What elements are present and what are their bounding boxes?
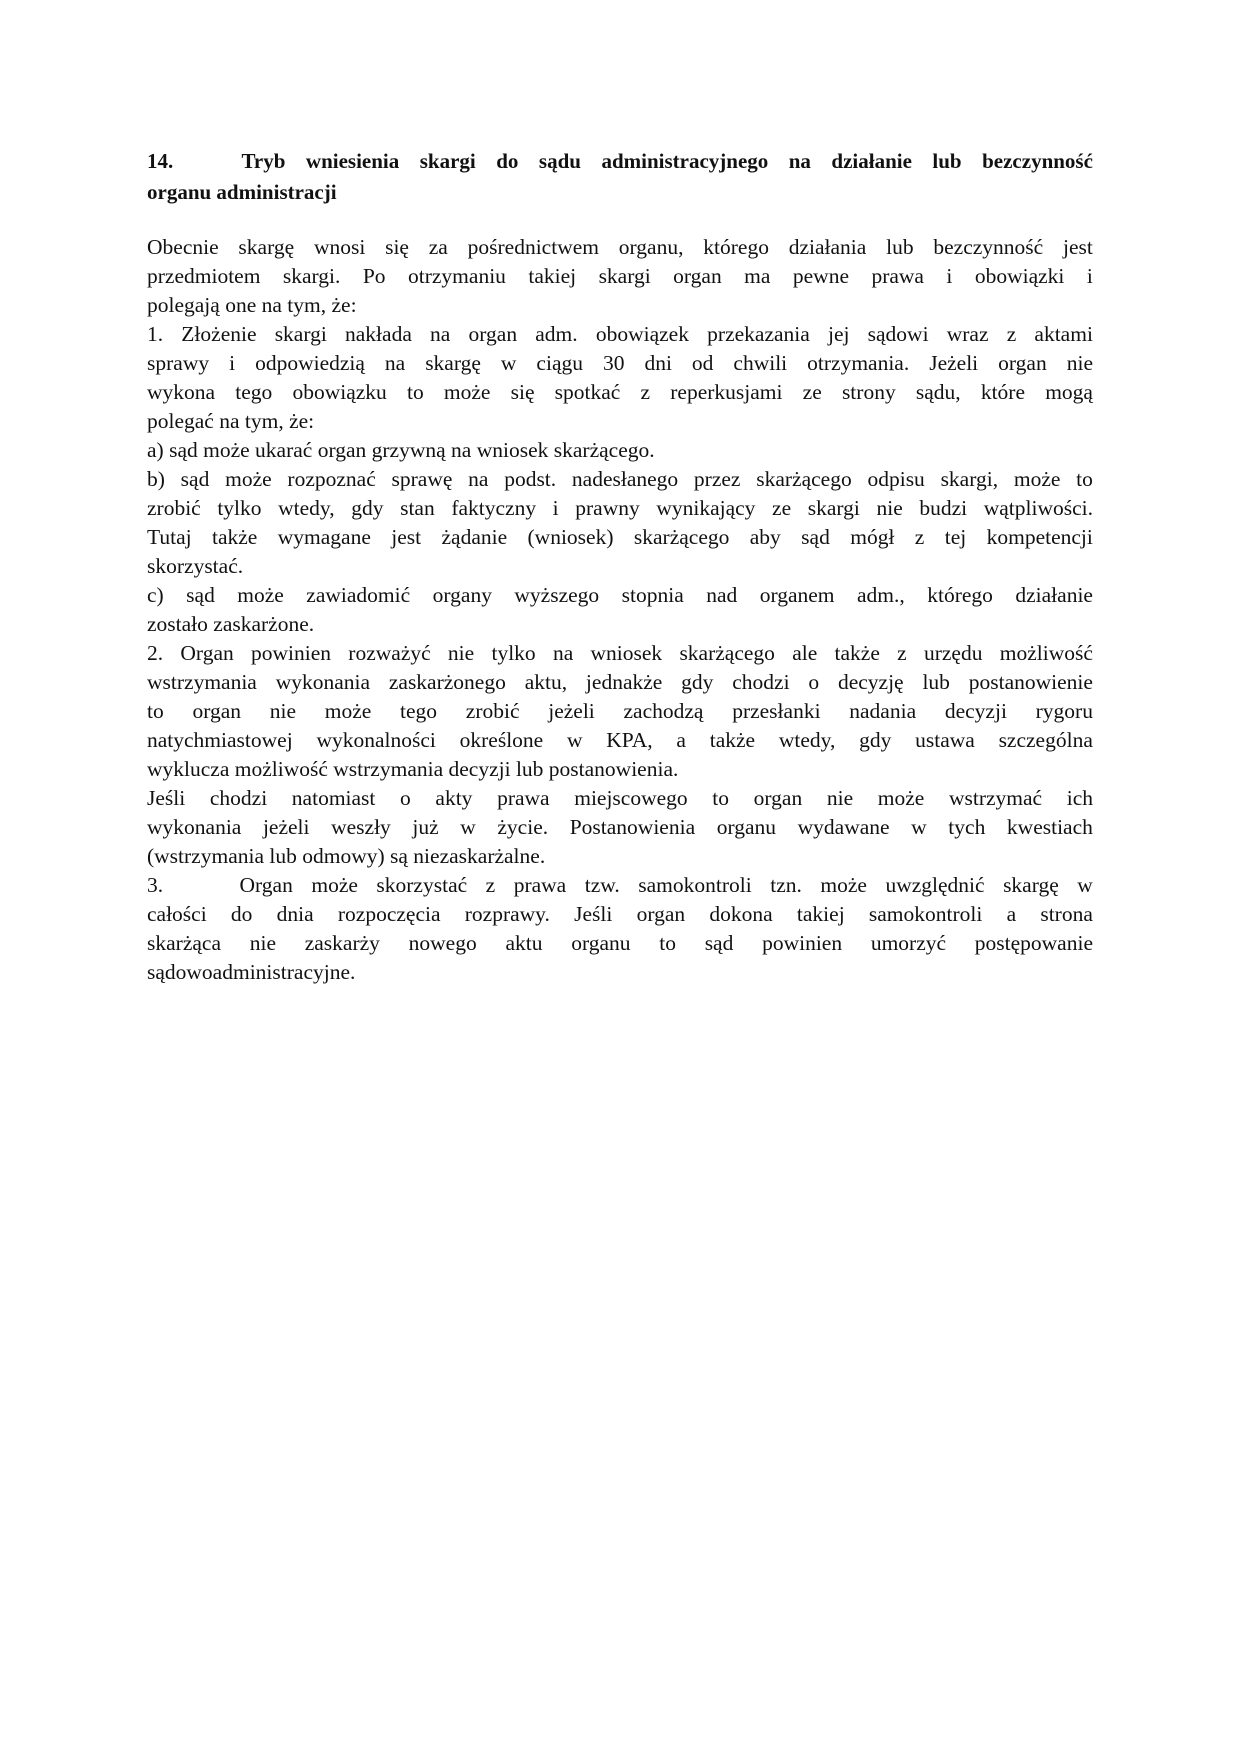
word: b) [147, 467, 165, 491]
word: się [510, 380, 535, 404]
word: kompetencji [986, 525, 1093, 549]
word: reperkusjami [670, 380, 783, 404]
word: które [980, 380, 1026, 404]
word: może [324, 699, 372, 723]
word: z [897, 641, 907, 665]
word: spotkać [554, 380, 621, 404]
word: postanowienie [968, 670, 1093, 694]
text-line: polegać na tym, że: [147, 409, 315, 433]
word: organ [192, 699, 242, 723]
word: w [460, 815, 476, 839]
word: ustawa [915, 728, 975, 752]
word: wnosi [313, 235, 366, 259]
word: skargi [274, 322, 327, 346]
word: w [566, 728, 583, 752]
word: organ [636, 902, 686, 926]
word: uwzględnić [885, 873, 985, 897]
text-line: a) sąd może ukarać organ grzywną na wniosek skarżącego. [147, 438, 655, 462]
word: rozprawy. [464, 902, 550, 926]
word: adm. [535, 322, 578, 346]
word: obowiązek [595, 322, 689, 346]
word: stan [400, 496, 435, 520]
text-line [147, 349, 1093, 378]
word: rozpoczęcia [337, 902, 441, 926]
word: prawny [575, 496, 640, 520]
word: nad [706, 583, 738, 607]
word: także [212, 525, 258, 549]
heading-word: na [788, 149, 811, 173]
word: wstrzymania [147, 670, 257, 694]
word: na [468, 467, 489, 491]
word: sąd [801, 525, 830, 549]
word: Jeśli [574, 902, 613, 926]
heading-word: skargi [419, 149, 476, 173]
heading-word: administracyjnego [601, 149, 769, 173]
text-line [147, 871, 1093, 900]
word: chodzi [732, 670, 790, 694]
word: w [911, 815, 927, 839]
word: zaskarży [304, 931, 380, 955]
word: się [385, 235, 409, 259]
word: przez [693, 467, 741, 491]
word: 2. [147, 641, 164, 665]
word: tego [400, 699, 438, 723]
word: obowiązku [292, 380, 387, 404]
word: tej [944, 525, 967, 549]
word: podst. [504, 467, 557, 491]
word: nie [876, 496, 903, 520]
word: z [914, 525, 925, 549]
word: wyższego [514, 583, 600, 607]
word: wraz [946, 322, 989, 346]
word: gdy [681, 670, 714, 694]
word: adm., [857, 583, 905, 607]
word: urzędu [923, 641, 983, 665]
text-line [147, 320, 1093, 349]
word: lub [886, 235, 914, 259]
word: Tutaj [147, 525, 192, 549]
text-line [147, 233, 1093, 262]
word: nakłada [345, 322, 412, 346]
heading-word: bezczynność [982, 149, 1093, 173]
word: od [691, 351, 714, 375]
word: powinien [762, 931, 843, 955]
word: także [709, 728, 756, 752]
word: skarżąca [147, 931, 221, 955]
text-line: zostało zaskarżone. [147, 612, 315, 636]
word: możliwość [999, 641, 1093, 665]
word: Organ [180, 641, 234, 665]
word: mogą [1045, 380, 1093, 404]
word: akty [435, 786, 473, 810]
word: na [552, 641, 574, 665]
word: już [412, 815, 439, 839]
word: jednakże [585, 670, 663, 694]
word: odpisu [867, 467, 925, 491]
word: skargę [238, 235, 295, 259]
word: dokona [709, 902, 773, 926]
word: miejscowego [574, 786, 688, 810]
word: natychmiastowej [147, 728, 293, 752]
word: Jeżeli [929, 351, 979, 375]
word: skargę [1003, 873, 1059, 897]
word: nie [447, 641, 475, 665]
word: nie [1066, 351, 1093, 375]
word: z [640, 380, 651, 404]
word: 30 [602, 351, 625, 375]
word: sądu, [915, 380, 961, 404]
word: a [1006, 902, 1017, 926]
word: skargi [807, 496, 860, 520]
word: samokontroli [638, 873, 752, 897]
word: jej [827, 322, 850, 346]
word: przekazania [707, 322, 810, 346]
word: sąd [186, 583, 215, 607]
word: rozważyć [348, 641, 431, 665]
word: umorzyć [870, 931, 947, 955]
word: samokontroli [868, 902, 983, 926]
word: działanie [1015, 583, 1093, 607]
word: otrzymaniu [408, 264, 506, 288]
text-line [147, 523, 1093, 552]
word: prawa [871, 264, 924, 288]
body-text [147, 233, 1093, 987]
word: o [808, 670, 820, 694]
word: natomiast [291, 786, 376, 810]
word: szczególna [998, 728, 1093, 752]
heading-word: Tryb [241, 149, 286, 173]
word: może [311, 873, 358, 897]
word: do [230, 902, 253, 926]
word: Postanowienia [569, 815, 696, 839]
text-line [147, 697, 1093, 726]
word: lub [922, 670, 950, 694]
word: wykona [147, 380, 216, 404]
word: którego [927, 583, 993, 607]
word: także [834, 641, 880, 665]
word: wykonalności [316, 728, 436, 752]
text-line [147, 378, 1093, 407]
word: całości [147, 902, 207, 926]
word: może [225, 467, 272, 491]
word: rozpoznać [287, 467, 376, 491]
list-number: 3. [147, 873, 164, 897]
word: Złożenie [181, 322, 257, 346]
heading-word: do [496, 149, 519, 173]
word: decyzję [837, 670, 904, 694]
word: i [229, 351, 236, 375]
word: aktami [1034, 322, 1093, 346]
word: Organ [239, 873, 293, 897]
word: pośrednictwem [467, 235, 599, 259]
word: sądowi [867, 322, 929, 346]
word: zachodzą [623, 699, 704, 723]
word: sąd [704, 931, 734, 955]
word: ze [802, 380, 822, 404]
word: powinien [251, 641, 332, 665]
word: i [552, 496, 559, 520]
text-line [147, 900, 1093, 929]
word: chodzi [209, 786, 268, 810]
word: zawiadomić [306, 583, 411, 607]
word: organu [571, 931, 631, 955]
word: tego [235, 380, 273, 404]
text-line [147, 581, 1093, 610]
word: z [485, 873, 496, 897]
word: tych [948, 815, 986, 839]
word: przedmiotem [147, 264, 261, 288]
word: Obecnie [147, 235, 219, 259]
word: skargę [425, 351, 481, 375]
text-line [147, 726, 1093, 755]
word: wtedy, [778, 728, 836, 752]
word: stopnia [621, 583, 684, 607]
text-line [147, 262, 1093, 291]
word: gdy [859, 728, 892, 752]
word: i [1086, 264, 1093, 288]
word: a [676, 728, 686, 752]
word: KPA, [606, 728, 653, 752]
word: przesłanki [732, 699, 821, 723]
word: jeżeli [548, 699, 595, 723]
heading-word: sądu [538, 149, 581, 173]
word: pewne [792, 264, 850, 288]
word: może [877, 786, 925, 810]
word: skarżącego [756, 467, 852, 491]
word: żądanie [441, 525, 508, 549]
word: takiej [528, 264, 577, 288]
word: c) [147, 583, 164, 607]
text-line [147, 465, 1093, 494]
word: bezczynność [933, 235, 1044, 259]
word: organu, [618, 235, 684, 259]
word: organ [753, 786, 803, 810]
word: takiej [796, 902, 845, 926]
word: obowiązki [974, 264, 1065, 288]
word: na [384, 351, 406, 375]
word: budzi [919, 496, 968, 520]
word: życie. [497, 815, 549, 839]
word: prawa [497, 786, 550, 810]
word: to [1076, 467, 1093, 491]
word: otrzymania. [807, 351, 910, 375]
word: to [406, 380, 424, 404]
section-heading [147, 146, 1093, 208]
word: Po [362, 264, 386, 288]
word: wniosek [590, 641, 663, 665]
word: może [443, 380, 491, 404]
word: wątpliwości. [983, 496, 1093, 520]
word: aby [749, 525, 781, 549]
word: skargi. [282, 264, 341, 288]
word: tzw. [584, 873, 620, 897]
word: organu [716, 815, 777, 839]
word: (wniosek) [527, 525, 614, 549]
word: jeżeli [262, 815, 310, 839]
word: o [400, 786, 411, 810]
word: sąd [180, 467, 210, 491]
word: skargi [598, 264, 651, 288]
word: ze [772, 496, 792, 520]
word: na [430, 322, 451, 346]
word: zrobić [147, 496, 201, 520]
word: sprawę [391, 467, 453, 491]
word: ich [1066, 786, 1093, 810]
word: z [1006, 322, 1017, 346]
text-line [147, 929, 1093, 958]
word: tzn. [770, 873, 802, 897]
word: faktyczny [451, 496, 537, 520]
word: wykonania [275, 670, 371, 694]
section-number: 14. [147, 149, 174, 173]
word: w [500, 351, 517, 375]
word: postępowanie [974, 931, 1093, 955]
word: może [1013, 467, 1061, 491]
word: organ [468, 322, 518, 346]
word: organ [998, 351, 1047, 375]
word: dnia [276, 902, 314, 926]
word: w [1077, 873, 1093, 897]
word: chwili [733, 351, 788, 375]
text-line [147, 813, 1093, 842]
word: działania [788, 235, 867, 259]
text-line: (wstrzymania lub odmowy) są niezaskarżalne. [147, 844, 546, 868]
word: nie [249, 931, 276, 955]
word: skorzystać [376, 873, 468, 897]
word: zaskarżonego [388, 670, 506, 694]
word: kwestiach [1006, 815, 1093, 839]
text-line: wyklucza możliwość wstrzymania decyzji lub postanowienia. [147, 757, 679, 781]
word: mógł [850, 525, 895, 549]
word: ciągu [536, 351, 583, 375]
text-line [147, 494, 1093, 523]
word: może [820, 873, 867, 897]
text-line: sądowoadministracyjne. [147, 960, 356, 984]
word: skargi, [940, 467, 999, 491]
word: wtedy, [278, 496, 335, 520]
word: skarżącego [633, 525, 730, 549]
text-line: skorzystać. [147, 554, 244, 578]
word: organ [673, 264, 722, 288]
word: tylko [217, 496, 262, 520]
word: to [659, 931, 676, 955]
heading-word: działanie [831, 149, 912, 173]
word: decyzji [944, 699, 1007, 723]
word: wydawane [797, 815, 890, 839]
word: którego [703, 235, 769, 259]
word: wynikający [656, 496, 756, 520]
word: zrobić [465, 699, 520, 723]
text-line [147, 639, 1093, 668]
word: 1. [147, 322, 164, 346]
word: nie [826, 786, 854, 810]
word: strony [841, 380, 896, 404]
word: jest [1063, 235, 1093, 259]
word: prawa [513, 873, 567, 897]
word: nie [269, 699, 297, 723]
heading-line-2: organu administracji [147, 180, 337, 204]
word: aktu, [524, 670, 568, 694]
word: ale [792, 641, 818, 665]
word: wymagane [277, 525, 371, 549]
word: może [237, 583, 284, 607]
word: nadania [849, 699, 917, 723]
text-line [147, 668, 1093, 697]
word: rygoru [1035, 699, 1093, 723]
word: tylko [491, 641, 536, 665]
word: określone [459, 728, 544, 752]
word: to [147, 699, 164, 723]
word: nadesłanego [571, 467, 679, 491]
word: organem [759, 583, 835, 607]
word: skarżącego [679, 641, 775, 665]
word: gdy [351, 496, 384, 520]
word: jest [391, 525, 422, 549]
word: aktu [505, 931, 543, 955]
word: strona [1040, 902, 1093, 926]
text-line: polegają one na tym, że: [147, 293, 357, 317]
word: Jeśli [147, 786, 186, 810]
word: za [428, 235, 448, 259]
word: i [946, 264, 953, 288]
word: weszły [331, 815, 391, 839]
heading-word: lub [932, 149, 962, 173]
word: to [712, 786, 730, 810]
word: dni [644, 351, 672, 375]
text-line [147, 784, 1093, 813]
heading-word: wniesienia [305, 149, 400, 173]
word: wstrzymać [948, 786, 1043, 810]
word: wykonania [147, 815, 242, 839]
word: organy [432, 583, 492, 607]
word: sprawy [147, 351, 210, 375]
heading-line-1 [147, 146, 1093, 177]
word: nowego [408, 931, 477, 955]
word: ma [744, 264, 771, 288]
word: odpowiedzią [255, 351, 365, 375]
